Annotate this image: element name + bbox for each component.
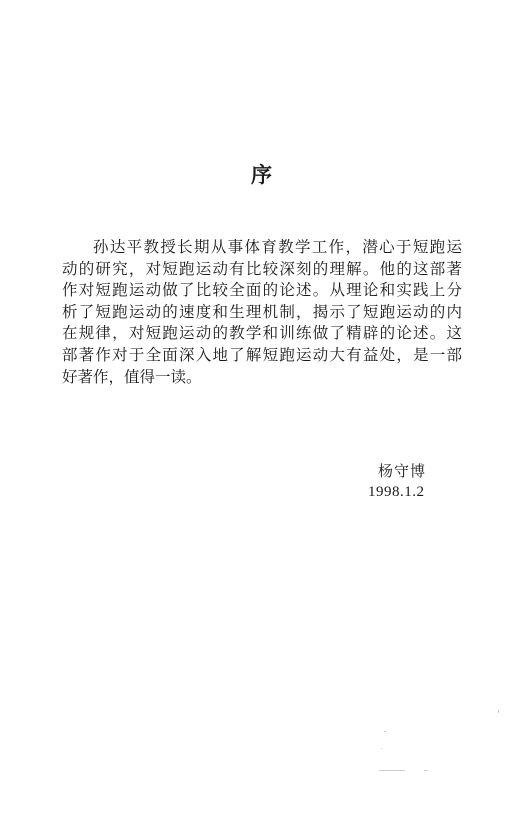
- paragraph-line: 析了短跑运动的速度和生理机制，揭示了短跑运动的内: [62, 302, 462, 321]
- page-title: 序: [251, 162, 274, 187]
- scan-speck: [424, 770, 428, 771]
- author-signature: 杨守博: [378, 462, 427, 480]
- scan-speck: [384, 731, 386, 732]
- scan-speck: [498, 710, 499, 713]
- paragraph-line: 作对短跑运动做了比较全面的论述。从理论和实践上分: [62, 281, 462, 300]
- paragraph-line: 部著作对于全面深入地了解短跑运动大有益处，是一部: [62, 345, 462, 364]
- scan-speck: [379, 770, 405, 771]
- paragraph-line: 动的研究，对短跑运动有比较深刻的理解。他的这部著: [62, 259, 462, 278]
- paragraph-line: 好著作，值得一读。: [62, 367, 202, 386]
- signature-date: 1998.1.2: [368, 484, 425, 500]
- paragraph-line: 在规律，对短跑运动的教学和训练做了精辟的论述。这: [62, 324, 462, 343]
- preface-paragraph: [62, 237, 462, 388]
- scan-speck: [381, 748, 382, 749]
- paragraph-line: 孙达平教授长期从事体育教学工作，潜心于短跑运: [93, 238, 462, 256]
